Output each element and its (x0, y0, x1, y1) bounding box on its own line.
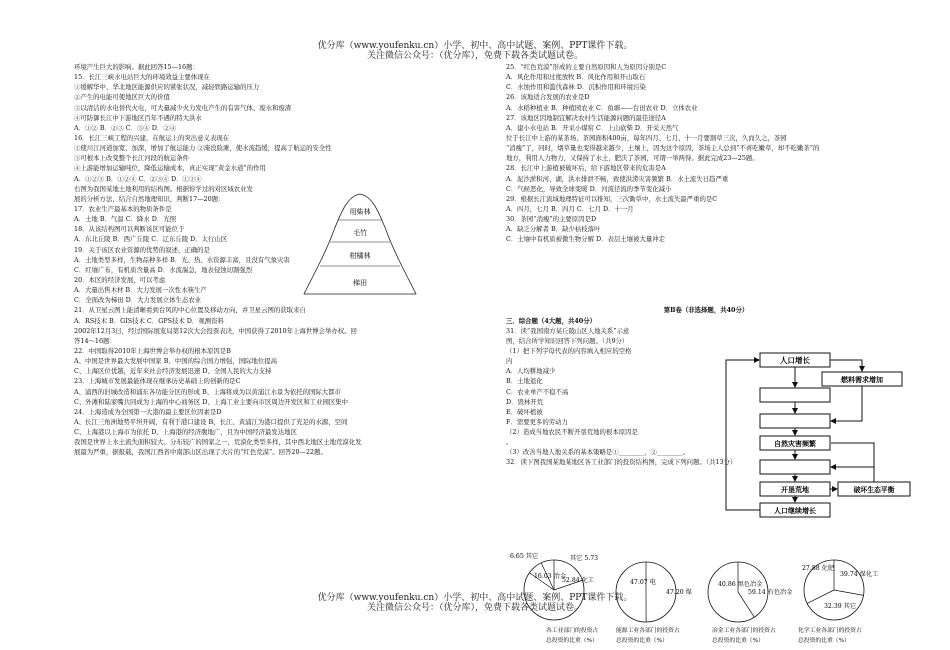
pie1-label-other-2: 其它 5.73 (570, 555, 599, 562)
text-line: A．土地 B．气温 C．降水 D．光照 (74, 215, 177, 224)
text-line: ④可防御长江中下游地区百年不遇的特大洪水 (74, 113, 202, 122)
text-line: （1）把下列字母代表的内容填入相应的空格 (506, 346, 632, 355)
text-line: A、中国是世界最大发展中国家 B、中国的综合国力增强，国际地位提高 (74, 357, 278, 366)
text-line: ①缓解华中、华北地区能源供应的紧张状况，减轻铁路运输的压力 (74, 83, 260, 92)
text-line: 25．“红色荒漠”形成的主要自然原因和人为原因分别是C (506, 63, 667, 71)
pie1-label-metallurgy: 16.03 冶金 (534, 573, 567, 580)
text-line: F．需要更多的劳动力 (506, 417, 568, 426)
text-line: A．人均耕地减少 (506, 367, 556, 376)
footer-line-1: 优分库（www.youfenku.cn）小学、初中、高中试题、案例、PPT课件下载。 (317, 593, 633, 603)
text-line: C、外滩和陆家嘴共同成为上海的中心商务区 D、上海工业主要向市区周边开发区和工业园区集中 (74, 397, 349, 406)
text-line: 19．关于该区农业资源的优势的叙述，正确的是 (74, 245, 210, 254)
text-line: 29．根据长江流域地理特征可以推知，三次锄草中，水土流失最严重的是C (506, 194, 718, 203)
text-line: 31．读“我国南方某丘陵山区人地关系”示意 (506, 326, 630, 335)
text-line: C．农业单产不稳不高 (506, 387, 569, 396)
text-line: C．水蚀作用和滥伐森林 D．沉积作用和环境污染 (506, 83, 646, 92)
text-line: A．①② B．②③ C．③④ D．②④ (74, 123, 177, 132)
text-line: 2002年12月3日，经过国际展览局第12次大会投票表决，中国获得了2010年上海世博会举办权。回 (74, 326, 357, 335)
text-line: A．建小水电站 B．开采小煤窑 C．上山砍柴 D．开采天然气 (506, 123, 679, 132)
text-line: 17．农业生产最基本的物质条件是 (74, 204, 172, 213)
text-line: C、上海港以上海市为依托 D、上海港的经济腹地广，且为中国经济最发达地区 (74, 428, 297, 437)
text-line: A．大量出售木材 B．大力发展一次性木筷生产 (74, 286, 207, 295)
pie1-label-chemical: 52.84 化工 (562, 577, 595, 584)
text-line: 27．该地区因地制宜解决农村生活能源问题的最佳途径A (506, 113, 666, 122)
pie3-caption-1: 冶金工业各部门的投资占 (712, 628, 776, 634)
blank-line (506, 255, 906, 265)
text-line: D．毁林开荒 (506, 397, 544, 406)
text-line: 环境产生巨大的影响。据此回答15—16题： (74, 63, 199, 71)
text-line: 答14～16题： (74, 336, 116, 345)
text-line: 地方，利用人力物力，又保持了水土，肥沃了茶园，可谓一举两得。据此完成23—25题。 (506, 154, 759, 163)
land-use-diagram (300, 190, 420, 302)
pie1-caption-1: 各工业部门的投资占 (546, 628, 599, 634)
text-line: A．土地类型多样，生物品种多样 B．光、热、水资源丰富，且没有气象灾害 (74, 255, 290, 264)
text-line: ③以清洁的水电替代火电，可大量减少火力发电产生的有害气体、废水和废渣 (74, 103, 292, 112)
pie4-caption-2: 总投资的比重（%） (798, 638, 850, 644)
text-line: A．①②③ B．①②④ C．②③④ D．①③④ (74, 174, 202, 183)
pie2-label-power: 47.07 电 (630, 579, 656, 586)
pie3-label-nonferrous: 59.14 有色冶金 (748, 589, 793, 596)
text-line: 。 (506, 438, 513, 447)
text-line: 三．综合题（4大题，共40分） (506, 316, 597, 325)
node-fuel-demand: 燃料需求增加 (841, 375, 883, 384)
text-line: 28．长江中上游植被破坏后，给下游地区带来的危害是A (506, 164, 666, 173)
blank-line (506, 295, 906, 305)
blank-line (506, 265, 906, 275)
text-line: ③可根本上改变整个长江河段的航运条件 (74, 154, 190, 163)
text-line: 18．从该结构图可以判断该区可能位于 (74, 225, 185, 234)
text-line: 30．茶园“消瘦”的主要原因是D (506, 215, 597, 224)
text-line: A、长江三角洲地势平坦开阔，有利于港口建设 B、长江、黄浦江为港口提供了充足的水源、空间 (74, 417, 348, 426)
pie2-label-coal: 47.20 煤 (666, 589, 692, 596)
text-line: A．缺乏分解者 B．缺少枯枝落叶 (506, 225, 601, 234)
text-line: ④上游能增加运输吨位，降低运输成本，真正实现“黄金水道”的作用 (74, 164, 266, 173)
pie1-label-other: 6.65 其它 (510, 553, 539, 560)
text-line: 32．读下图我国某地某地区各工业部门的投资结构图，完成下列问题。（共13分） (506, 458, 737, 467)
blank-line (506, 285, 906, 295)
text-line: ①使川江河道加宽、加深，增加了航运能力 ②淹没险滩，使水流趋缓，提高了航运的安全性 (74, 144, 332, 153)
text-line: A．风化作用和过度放牧 B．风化作用和开山取石 (506, 73, 646, 82)
pie2-caption-2: 总投资的比重（%） (616, 638, 668, 644)
header-line-1: 优分库（www.youfenku.cn）小学、初中、高中试题、案例、PPT课件下载。 (317, 41, 633, 51)
text-line: E．破坏植被 (506, 407, 543, 416)
layer-label: 毛竹 (353, 229, 367, 237)
text-line: 16．长江三峡工程的兴建，在航运上的突出意义表现在 (74, 133, 230, 142)
text-line: 22．中国取得2010年上海世博会举办权的根本原因是B (74, 346, 231, 355)
text-line: C．气候恶化，导致全球变暖 D．河流径流的季节变化减小 (506, 184, 672, 193)
text-line: 右图为我国某地土地利用的结构图。根据你学过的对区域农业发 (74, 184, 253, 193)
text-line: C．全面改为梯田 D．大力发展立体生态农业 (74, 296, 202, 305)
text-line: A、浦西的旧城改造和浦东各功能分区的形成 B、上海将成为以黄浦江水景为依托的国际大都市 (74, 387, 341, 396)
pie4-label-other: 32.39 其它 (824, 603, 857, 610)
text-line: A．四月，七月 B．四月 C．七月 D．十一月 (506, 204, 634, 213)
node-reclaim: 开垦荒地 (781, 485, 809, 494)
layer-label: 用柴林 (349, 208, 371, 216)
text-line: A．泥沙淤积河、湖，洪水排泄不畅，致使洪涝灾害频繁 B．水土流失日趋严重 (506, 174, 729, 183)
pie4-caption-1: 化学工业各部门的投资占 (798, 628, 862, 634)
text-line: 展最为严重，据报载，我国江西省中南部山区出现了大片的“红色荒漠”。回答20—22题。 (74, 448, 327, 457)
node-continued-growth: 人口继续增长 (774, 506, 816, 515)
text-line: （2）造成当地农民不断开垦荒地的根本原因是 (506, 428, 638, 437)
text-line: 内 (506, 357, 513, 366)
text-line: 23．上海城市发展最能体现在继承历史基础上的创新的是C (74, 377, 241, 386)
text-line (74, 457, 474, 467)
text-line: ②产生的电能可使地区巨大的价值 (74, 93, 170, 102)
section-title: 第Ⅱ卷（非选择题，共40分） (663, 306, 749, 315)
text-line: 我国是世界上水土流失面积较大、分布较广的国家之一，荒漠化类型多样，其中西北地区土地荒漠化发 (74, 438, 362, 447)
text-line: A．东北丘陵 B．西广丘陵 C．辽东丘陵 D．太行山区 (74, 235, 228, 244)
pie2-caption-1: 能源工业各部门的投资占 (616, 628, 680, 634)
human-land-flowchart (716, 352, 916, 520)
node-disasters: 自然灾害频繁 (774, 439, 816, 448)
text-line: 15．长江三峡水电站巨大的环境效益主要体现在 (74, 73, 210, 82)
node-population-growth: 人口增长 (780, 356, 810, 365)
blank-line (506, 245, 906, 255)
node-eco-imbalance: 破坏生态平衡 (853, 486, 895, 494)
text-line: A．RS技术 B．GIS技术 C．GPS技术 D．观测资料 (74, 316, 224, 325)
text-line: 21．从卫星云图上能清晰看到台风的中心位置及移动方向，并卫星云图的获取来自 (74, 306, 306, 315)
pie4-label-coal-chem: 39.74 煤化工 (840, 571, 879, 578)
header-line-2: 关注微信公众号：（优分库），免费下载各类试题试卷。 (366, 51, 583, 61)
text-line: B．土地退化 (506, 377, 543, 386)
text-line: 26．该地适合发展的农业是D (506, 93, 590, 102)
text-line: C．红壤广布，有机质含量高 D．水流湍急，地表侵蚀切割强烈 (74, 265, 253, 274)
text-line: 24．上海造成为全国第一大港的最主要区位因素是D (74, 407, 222, 416)
pie3-caption-2: 总投资的比重（%） (712, 638, 764, 644)
pie3-label-ferrous: 40.86 黑色冶金 (718, 581, 763, 588)
footer-line-2: 关注微信公众号：（优分库），免费下载各类试题试卷。 (366, 603, 583, 613)
pie4-label-fertilizer: 27.88 化肥 (802, 565, 835, 572)
blank-line (506, 275, 906, 285)
text-line: 20．本区的经济发展，可以考虑 (74, 275, 166, 284)
text-line: A．水稻种植业 B．种植园农业 C．鱼塘——台田农业 D．立体农业 (506, 103, 698, 112)
text-line: 位于长江中上游的某茶场，茶园面积400亩，每年四月、七月、十一月要割草三次，久而久之，茶园 (506, 133, 787, 142)
text-line: （3）改善当地人地关系的基本策略是①________，②________。 (506, 448, 690, 457)
text-line: C．土壤中有机质被微生物分解 D．表层土壤被大量冲走 (506, 235, 666, 244)
text-line: 图，结合所学知识回答下列问题。（共9分） (506, 336, 629, 345)
layer-label: 柑橘林 (349, 252, 371, 260)
text-line: “消瘦”了，同时，烟草量也变得越来越少，土壤上，因为这个原因，茶场主人总到“不喜吃嫩草，却不吃嫩茶”的 (506, 144, 820, 153)
pie1-caption-2: 总投资的比重（%） (546, 638, 598, 644)
layer-label: 梯田 (353, 279, 367, 287)
text-line: C、上海区位优越，近年来社会经济发展迅速 D、全国人民的大力支持 (74, 367, 272, 376)
text-line: 展的分析方法，结合自然地理知识，判断17—20题： (74, 194, 225, 203)
